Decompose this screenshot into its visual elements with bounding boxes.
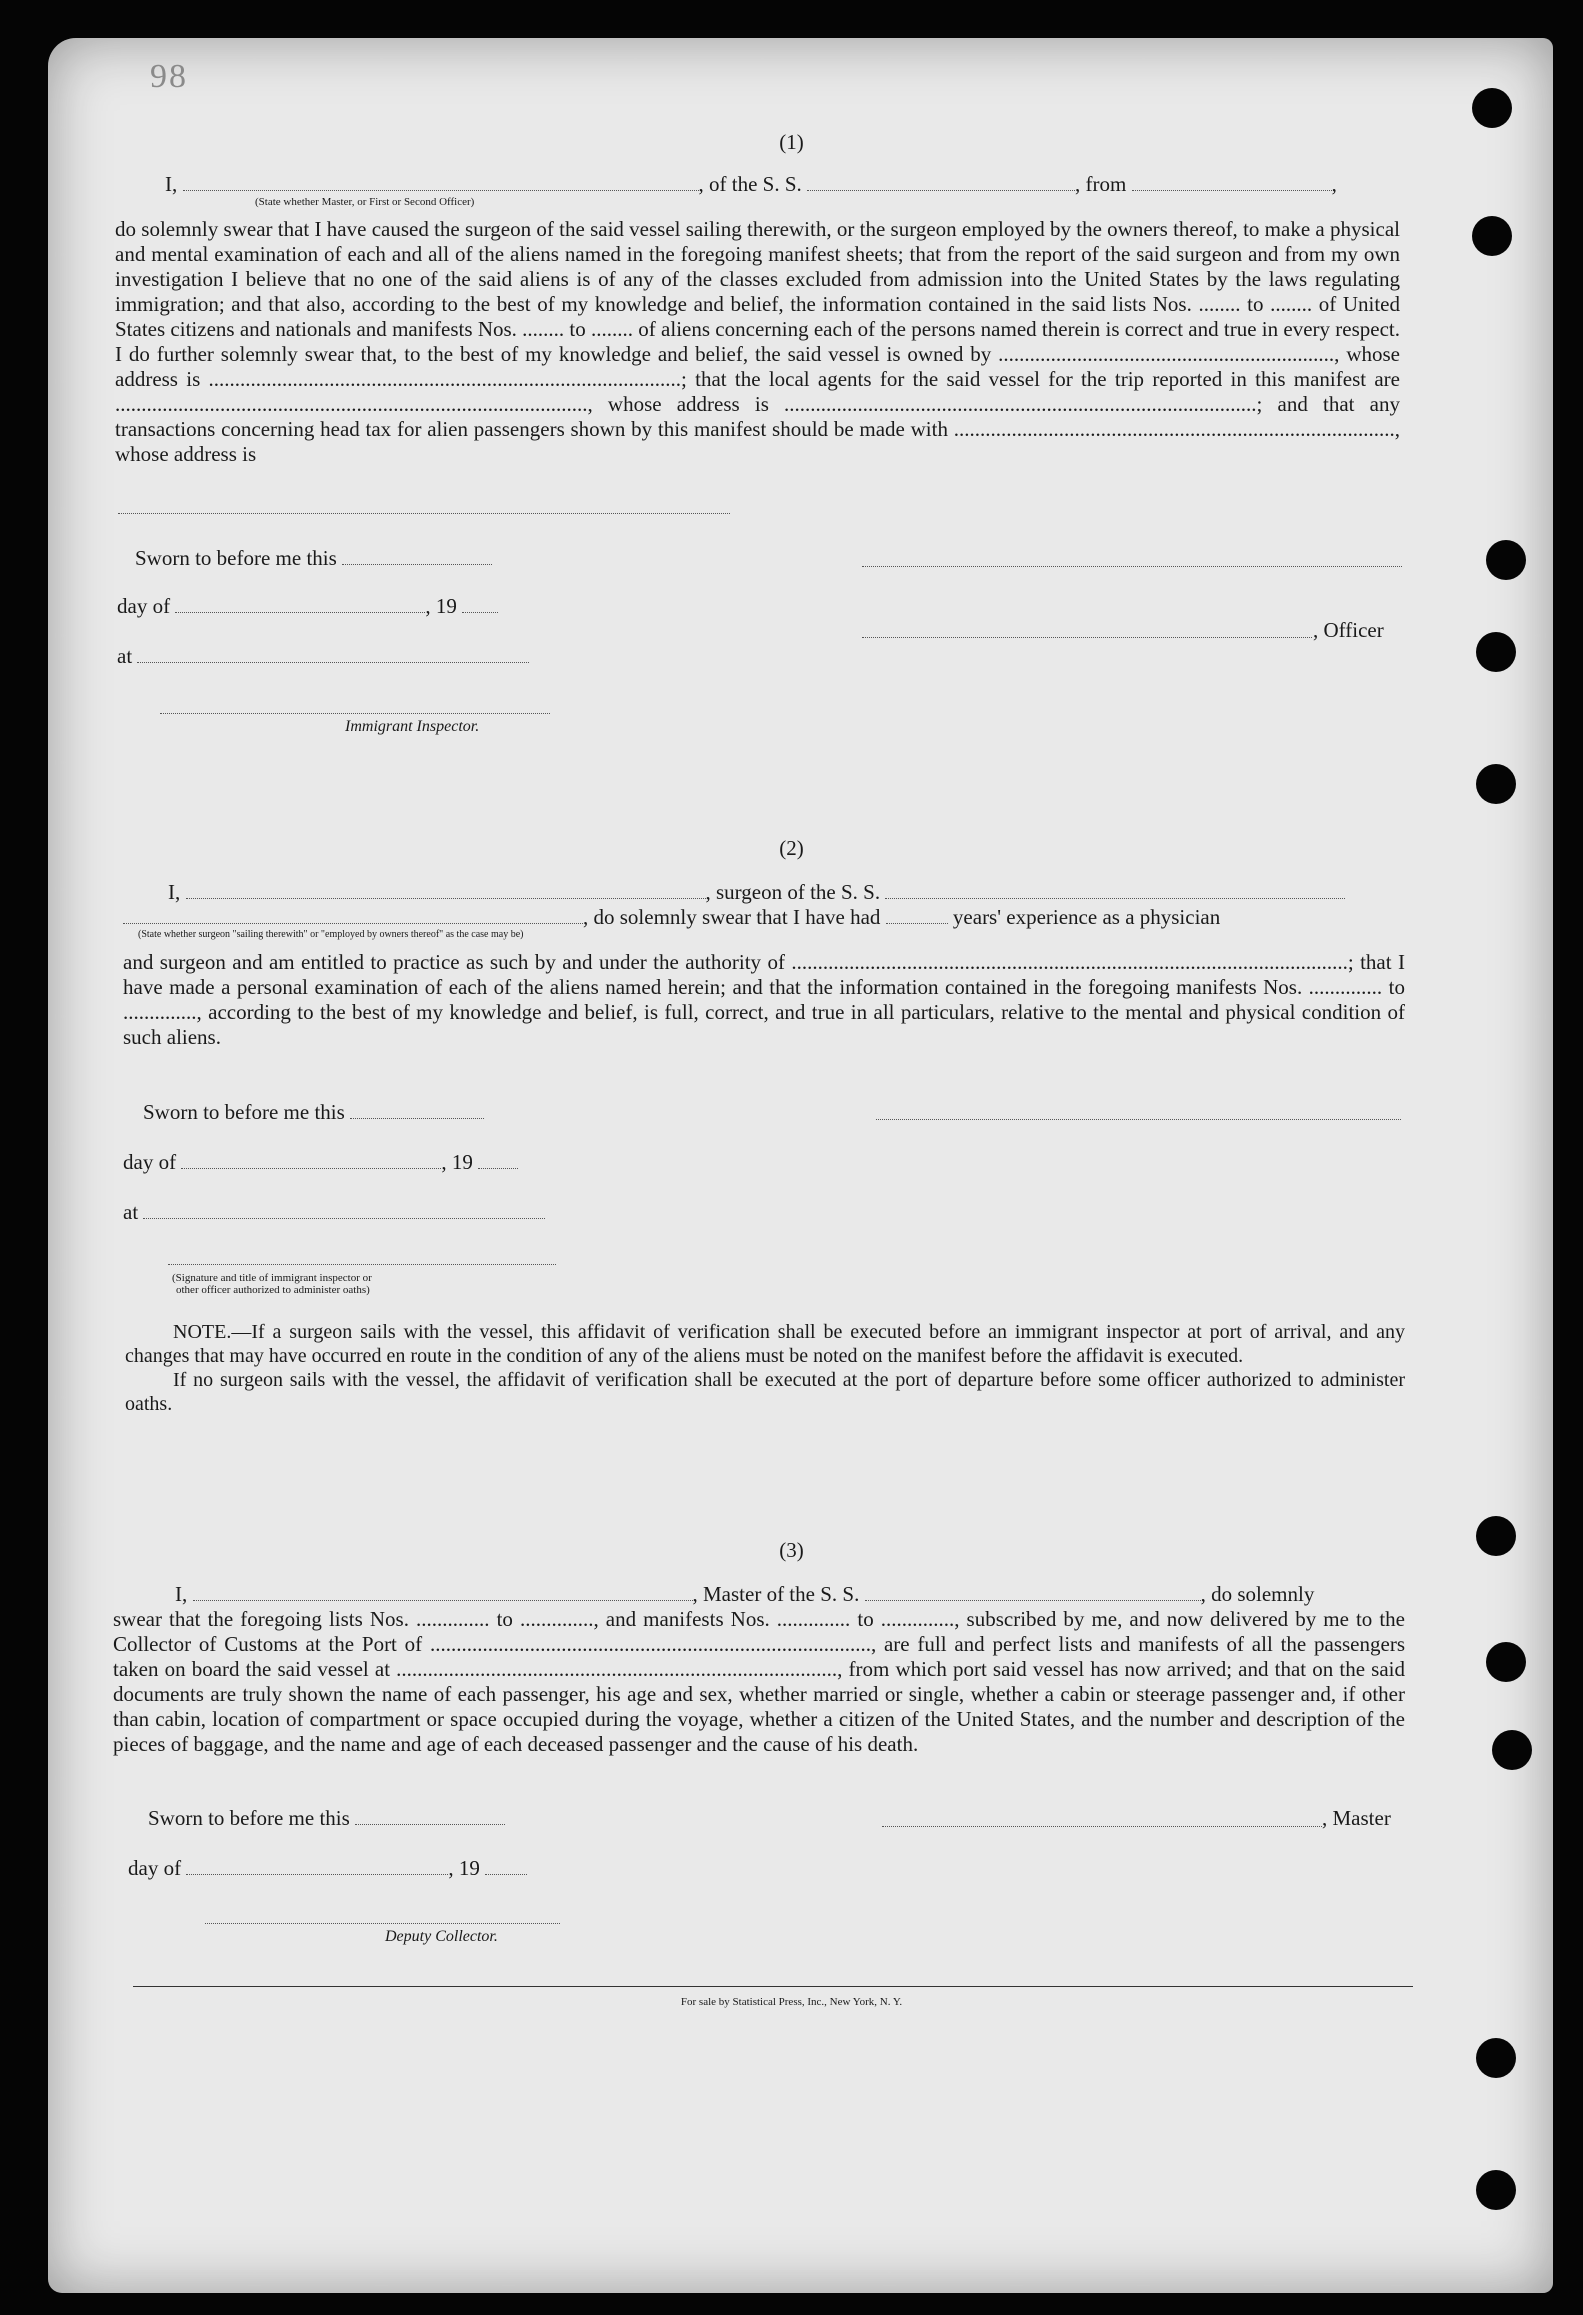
- line-mid: , surgeon of the S. S.: [705, 880, 881, 904]
- officer-line: I, , of the S. S. , from ,: [165, 172, 1337, 196]
- field-caption: (State whether Master, or First or Second Officer): [255, 196, 475, 208]
- month-field[interactable]: [186, 1860, 448, 1875]
- year-field[interactable]: [485, 1860, 527, 1875]
- deputy-signature-field[interactable]: [205, 1922, 560, 1924]
- officer-name-field[interactable]: [862, 636, 1312, 638]
- month-field[interactable]: [181, 1154, 441, 1169]
- day-label: day of: [123, 1150, 177, 1174]
- master-signature-field[interactable]: [882, 1825, 1322, 1827]
- line-prefix: I,: [175, 1582, 188, 1606]
- day-label: day of: [117, 594, 171, 618]
- vessel-name-field[interactable]: [865, 1586, 1201, 1601]
- swear-line: [123, 905, 1220, 930]
- sworn-day-field[interactable]: [355, 1810, 505, 1825]
- at-label: at: [117, 644, 133, 668]
- place-field[interactable]: [143, 1204, 545, 1219]
- note-text: —If a surgeon sails with the vessel, this affidavit of verification shall be executed before an immigrant inspector at port of arrival, and any changes that may have occurred en route in the condition of any of the aliens must be noted on the manifest before the affidavit is executed.: [125, 1321, 1405, 1367]
- sworn-line: [135, 546, 492, 571]
- line-end: , do solemnly: [1200, 1582, 1315, 1606]
- footer-rule: [133, 1985, 1413, 1987]
- day-line: [117, 594, 498, 619]
- year-label: , 19: [441, 1150, 473, 1174]
- surgeon-status-field[interactable]: [123, 909, 583, 924]
- surgeon-line: [168, 880, 1345, 905]
- note-text: If no surgeon sails with the vessel, the affidavit of verification shall be executed at the port of departure before some officer authorized to administer oaths.: [125, 1369, 1405, 1415]
- note-block: [125, 1320, 1405, 1416]
- line-end: , from: [1075, 172, 1127, 196]
- at-line: [123, 1200, 545, 1225]
- punch-hole: [1486, 540, 1526, 580]
- place-field[interactable]: [137, 648, 529, 663]
- vessel-name-field[interactable]: [807, 176, 1075, 191]
- officer-rank-field[interactable]: [183, 176, 699, 191]
- authorized-signature-field[interactable]: [168, 1263, 556, 1265]
- note-label: NOTE.: [173, 1321, 232, 1343]
- punch-hole: [1476, 2170, 1516, 2210]
- sworn-label: Sworn to before me this: [143, 1100, 345, 1124]
- line-prefix: I,: [165, 172, 178, 196]
- day-line: [123, 1150, 518, 1175]
- sworn-line: [143, 1100, 484, 1125]
- master-affidavit-body: swear that the foregoing lists Nos. .............. to .............., and manifests Nos. .............. to .............., subscribed by me, and now delivered by me to the Collector of Customs at the Port of ...................................................................................., are full and perfect lists and manifests of all the passengers taken on board the said vessel at ...................................................................................., from which port said vessel has now arrived; and that on the said documents are truly shown the name of each passenger, his age and sex, whether married or single, whether a cabin or steerage passenger and, if other than cabin, location of compartment or space occupied during the voyage, whether a citizen of the United States, and the number and description of the pieces of baggage, and the name and age of each deceased passenger and the cause of his death.: [113, 1607, 1405, 1756]
- inspector-signature-field[interactable]: [160, 712, 550, 714]
- page-stamp: 98: [150, 58, 188, 95]
- sworn-day-field[interactable]: [350, 1104, 484, 1119]
- signature-caption: (Signature and title of immigrant inspector or: [172, 1272, 372, 1284]
- day-label: day of: [128, 1856, 182, 1880]
- year-field[interactable]: [478, 1154, 518, 1169]
- officer-label: , Officer: [1313, 618, 1384, 642]
- field-caption: (State whether surgeon "sailing therewith" or "employed by owners thereof" as the case may be): [138, 929, 524, 940]
- line-mid: , of the S. S.: [698, 172, 802, 196]
- punch-hole: [1492, 1730, 1532, 1770]
- deputy-title: Deputy Collector.: [385, 1928, 498, 1945]
- day-line: [128, 1856, 527, 1881]
- affidavit-body: do solemnly swear that I have caused the surgeon of the said vessel sailing therewith, or the surgeon employed by the owners thereof, to make a physical and mental examination of each and all of the aliens named in the foregoing manifest sheets; that from the report of the said surgeon and from my own investigation I believe that no one of the said aliens is of any of the classes excluded from admission into the United States by the laws regulating immigration; and that also, according to the best of my knowledge and belief, the information contained in the said lists Nos. ........ to ........ of United States citizens and nationals and manifests Nos. ........ to ........ of aliens concerning each of the persons named therein is correct and true in every respect. I do further solemnly swear that, to the best of my knowledge and belief, the said vessel is owned by ................................................................, whose address is ..........................................................................................; that the local agents for the said vessel for the trip reported in this manifest are .........................................................................................., whose address is ..........................................................................................; and that any transactions concerning head tax for alien passengers shown by this manifest should be made with ...................................................................................., whose address is: [115, 217, 1400, 466]
- punch-hole: [1472, 216, 1512, 256]
- punch-hole: [1476, 632, 1516, 672]
- years-field[interactable]: [886, 909, 948, 924]
- printer-credit: For sale by Statistical Press, Inc., New York, N. Y.: [680, 1996, 903, 2008]
- surgeon-affidavit-body: and surgeon and am entitled to practice as such by and under the authority of ..........................................................................................................; that I have made a personal examination of each of the aliens named herein; and that the information contained in the foregoing manifests Nos. .............. to .............., according to the best of my knowledge and belief, is full, correct, and true in all particulars, relative to the mental and physical condition of such aliens.: [123, 950, 1405, 1049]
- signature-caption: other officer authorized to administer oaths): [176, 1284, 370, 1296]
- address-continuation-field[interactable]: [118, 512, 730, 514]
- punch-hole: [1472, 88, 1512, 128]
- line-prefix: I,: [168, 880, 181, 904]
- year-label: , 19: [425, 594, 457, 618]
- experience-text: years' experience as a physician: [952, 905, 1221, 929]
- year-field[interactable]: [462, 598, 498, 613]
- surgeon-signature-field[interactable]: [876, 1118, 1401, 1120]
- officer-signature-field[interactable]: [862, 565, 1402, 567]
- sworn-day-field[interactable]: [342, 550, 492, 565]
- master-name-field[interactable]: [193, 1586, 693, 1601]
- departure-port-field[interactable]: [1132, 176, 1332, 191]
- year-label: , 19: [448, 1856, 480, 1880]
- section-number: (1): [779, 130, 804, 154]
- punch-hole: [1486, 1642, 1526, 1682]
- surgeon-name-field[interactable]: [186, 884, 706, 899]
- master-line: [175, 1582, 1314, 1607]
- master-label: , Master: [1322, 1806, 1391, 1830]
- section-number: (3): [779, 1538, 804, 1562]
- line-mid: , Master of the S. S.: [692, 1582, 860, 1606]
- inspector-title: Immigrant Inspector.: [345, 718, 480, 735]
- at-label: at: [123, 1200, 139, 1224]
- punch-hole: [1476, 764, 1516, 804]
- at-line: [117, 644, 529, 669]
- swear-text: , do solemnly swear that I have had: [583, 905, 881, 929]
- sworn-line: [148, 1806, 505, 1831]
- sworn-label: Sworn to before me this: [148, 1806, 350, 1830]
- vessel-name-field[interactable]: [885, 884, 1345, 899]
- sworn-label: Sworn to before me this: [135, 546, 337, 570]
- punch-hole: [1476, 2038, 1516, 2078]
- month-field[interactable]: [175, 598, 425, 613]
- section-number: (2): [779, 836, 804, 860]
